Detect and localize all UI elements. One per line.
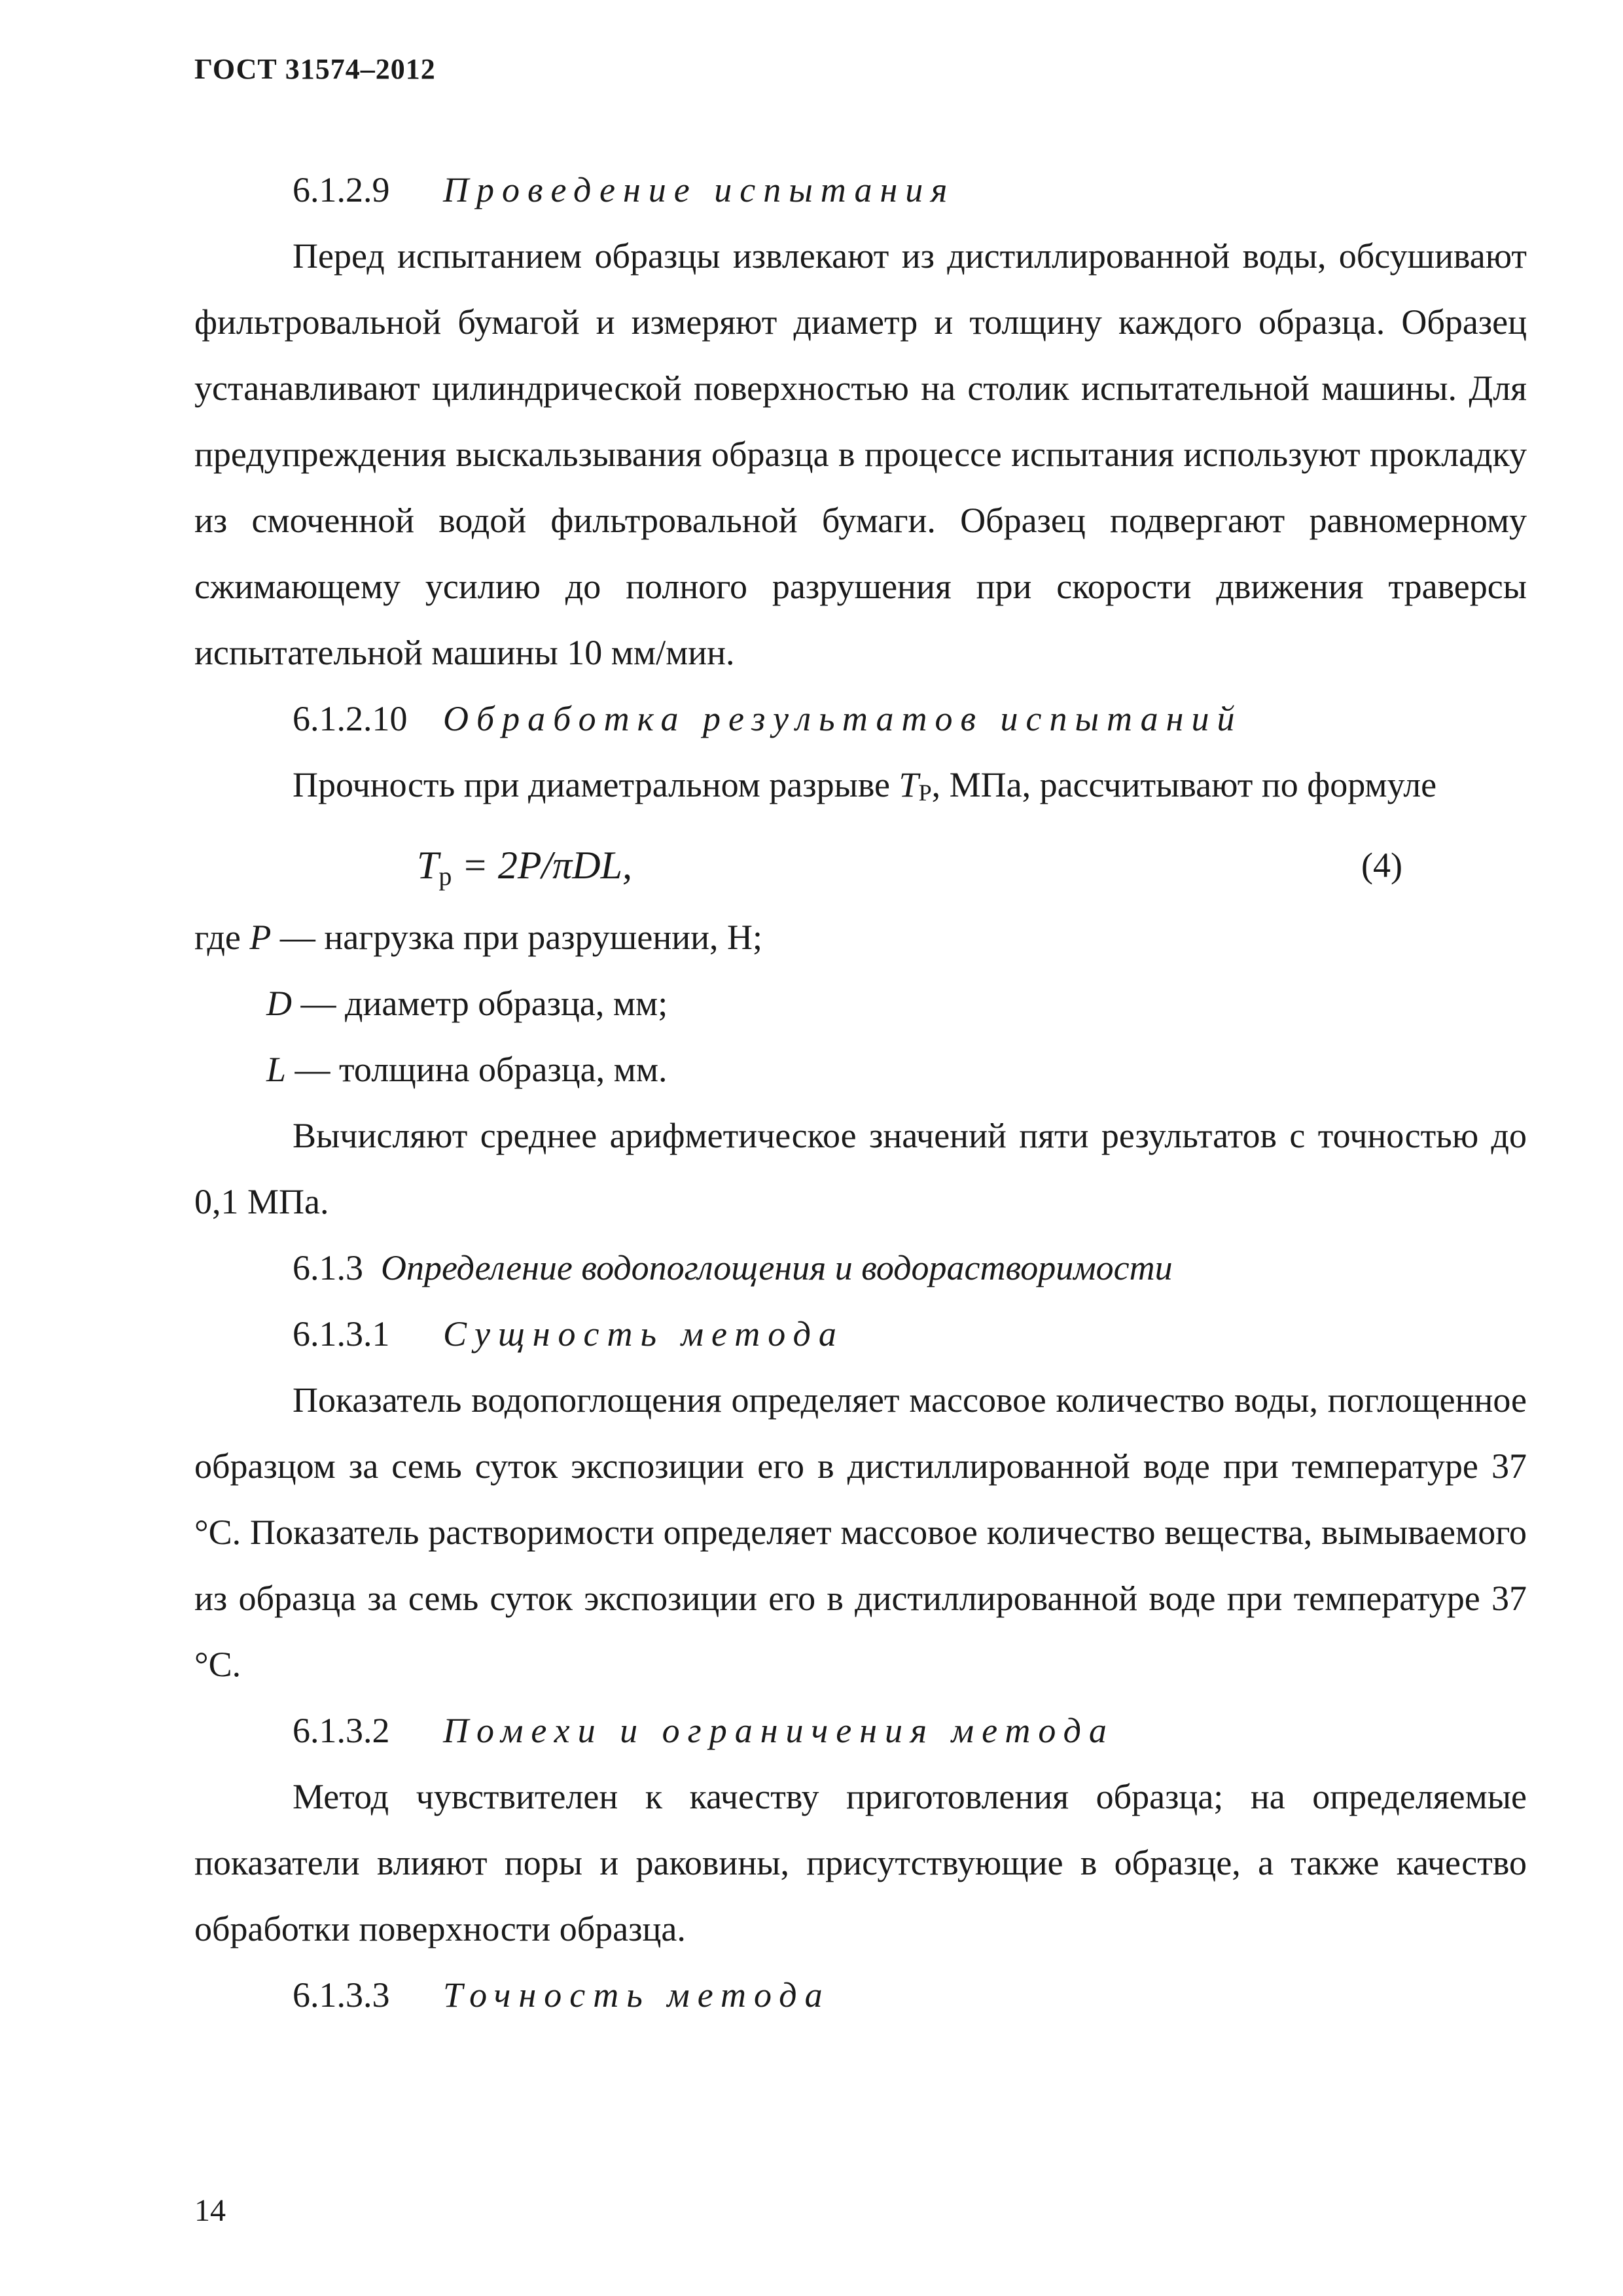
section-heading-6-1-2-10 — [194, 686, 1527, 752]
where-var: D — [266, 984, 292, 1023]
section-title: Помехи и ограничения метода — [443, 1711, 1115, 1750]
where-desc: — толщина образца, мм. — [286, 1050, 668, 1089]
section-heading-6-1-3-2 — [194, 1698, 1527, 1764]
section-heading-6-1-3-3 — [194, 1962, 1527, 2028]
section-number: 6.1.3.3 — [293, 1975, 390, 2015]
section-number: 6.1.2.10 — [293, 699, 408, 738]
where-item-l — [194, 1037, 1527, 1103]
section-number: 6.1.3 — [293, 1248, 363, 1287]
document-header: ГОСТ 31574–2012 — [194, 53, 436, 85]
where-desc: — диаметр образца, мм; — [292, 984, 668, 1023]
formula-row — [194, 826, 1527, 905]
section-title: Обработка результатов испытаний — [443, 699, 1243, 738]
section-title: Проведение испытания — [443, 170, 955, 209]
where-var: L — [266, 1050, 287, 1089]
intro-variable: T — [899, 765, 919, 804]
section-title: Сущность метода — [443, 1314, 844, 1354]
page-number: 14 — [194, 2193, 226, 2228]
where-var: P — [249, 918, 272, 957]
section-number: 6.1.2.9 — [293, 170, 390, 209]
where-item-d — [194, 971, 1527, 1037]
paragraph-test-procedure: Перед испытанием образцы извлекают из дистиллированной воды, обсушивают фильтровальной бумагой и измеряют диаметр и толщину каждого образца. Образец устанавливают цилиндрической поверхностью на столик испытательной машины. Для предупреждения выскальзывания образца в процессе испытания используют прокладку из смоченной водой фильтровальной бумаги. Образец подвергают равномерному сжимающему усилию до полного разрушения при скорости движения траверсы испытательной машины 10 мм/мин. — [194, 236, 1527, 672]
where-lead: где — [194, 918, 250, 957]
where-item-p — [194, 905, 1527, 971]
section-title: Точность метода — [443, 1975, 830, 2015]
paragraph-method-essence: Показатель водопоглощения определяет массовое количество воды, поглощенное образцом за семь суток экспозиции его в дистиллированной воде при температуре 37 °С. Показатель растворимости определяет массовое количество вещества, вымываемого из образца за семь суток экспозиции его в дистиллированной воде при температуре 37 °С. — [194, 1380, 1527, 1684]
intro-variable-subscript: P — [918, 780, 932, 806]
document-body — [194, 157, 1527, 2028]
section-number: 6.1.3.1 — [293, 1314, 390, 1354]
section-heading-6-1-2-9 — [194, 157, 1527, 223]
section-title: Определение водопоглощения и водорастворимости — [381, 1248, 1173, 1287]
formula-lhs-sub: p — [438, 861, 452, 891]
formula-rhs: = 2P/πDL, — [452, 844, 632, 887]
paragraph-formula-intro — [194, 752, 1527, 826]
intro-text-after: , МПа, рассчитывают по формуле — [931, 765, 1437, 804]
formula-tensile-strength — [417, 826, 632, 916]
section-number: 6.1.3.2 — [293, 1711, 390, 1750]
formula-lhs-var: T — [417, 844, 439, 887]
paragraph-method-limitations: Метод чувствителен к качеству приготовления образца; на определяемые показатели влияют поры и раковины, присутствующие в образце, а также качество обработки поверхности образца. — [194, 1777, 1527, 1948]
section-heading-6-1-3-1 — [194, 1301, 1527, 1367]
where-desc: — нагрузка при разрушении, Н; — [271, 918, 763, 957]
section-heading-6-1-3 — [194, 1235, 1527, 1301]
paragraph-calculate-mean: Вычисляют среднее арифметическое значений пяти результатов с точностью до 0,1 МПа. — [194, 1116, 1527, 1221]
formula-number: (4) — [1361, 846, 1402, 885]
intro-text-before: Прочность при диаметральном разрыве — [293, 765, 899, 804]
